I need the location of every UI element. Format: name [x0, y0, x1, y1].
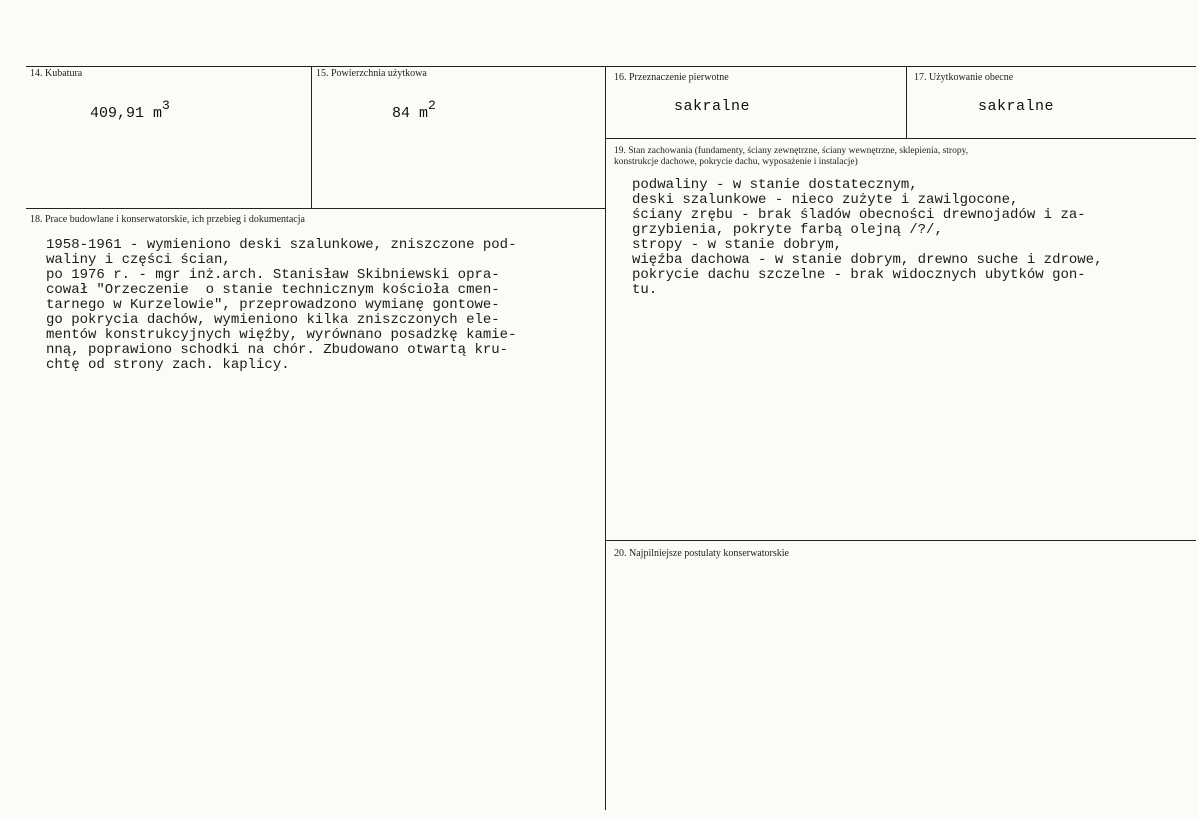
prace-line: nną, poprawiono schodki na chór. Zbudowano otwartą kru- — [46, 342, 509, 358]
divider-center — [605, 66, 606, 810]
row-divider-left — [26, 208, 606, 209]
stan-line: tu. — [632, 282, 658, 298]
powierzchnia-value — [392, 100, 436, 122]
stan-line: ściany zrębu - brak śladów obecności drewnojadów i za- — [632, 207, 1086, 223]
row-divider-right-bottom — [606, 540, 1196, 541]
prace-line: tarnego w Kurzelowie", przeprowadzono wymianę gontowe- — [46, 297, 500, 313]
kubatura-number: 409,91 m — [90, 105, 163, 122]
kubatura-exponent: 3 — [162, 98, 170, 113]
row-divider-right-top — [606, 138, 1196, 139]
prace-text — [46, 238, 516, 373]
kubatura-label: 14. Kubatura — [30, 68, 83, 79]
prace-line: 1958-1961 - wymieniono deski szalunkowe, zniszczone pod- — [46, 237, 517, 253]
powierzchnia-exponent: 2 — [428, 98, 436, 113]
uzytkowanie-value: sakralne — [978, 98, 1055, 115]
stan-line: stropy - w stanie dobrym, — [632, 237, 843, 253]
powierzchnia-label: 15. Powierzchnia użytkowa — [316, 68, 427, 79]
stan-line: deski szalunkowe - nieco zużyte i zawilgocone, — [632, 192, 1019, 208]
prace-line: waliny i części ścian, — [46, 252, 231, 268]
uzytkowanie-label: 17. Użytkowanie obecne — [914, 72, 1014, 83]
przeznaczenie-label: 16. Przeznaczenie pierwotne — [614, 72, 729, 83]
prace-line: po 1976 r. - mgr inż.arch. Stanisław Skibniewski opra- — [46, 267, 500, 283]
przeznaczenie-value: sakralne — [674, 98, 751, 115]
prace-line: go pokrycia dachów, wymieniono kilka zniszczonych ele- — [46, 312, 500, 328]
stan-line: grzybienia, pokryte farbą olejną /?/, — [632, 222, 943, 238]
top-border — [26, 66, 1196, 67]
stan-label-line: 19. Stan zachowania (fundamenty, ściany zewnętrzne, ściany wewnętrzne, sklepienia, stropy, — [614, 146, 969, 156]
stan-line: pokrycie dachu szczelne - brak widocznych ubytków gon- — [632, 267, 1086, 283]
prace-line: chtę od strony zach. kaplicy. — [46, 357, 290, 373]
stan-text — [632, 178, 1102, 298]
prace-line: mentów konstrukcyjnych więźby, wyrównano posadzkę kamie- — [46, 327, 517, 343]
divider-col-3 — [906, 66, 907, 138]
prace-line: cował "Orzeczenie o stanie technicznym kościoła cmen- — [46, 282, 500, 298]
prace-label: 18. Prace budowlane i konserwatorskie, ich przebieg i dokumentacja — [30, 214, 305, 225]
stan-line: więźba dachowa - w stanie dobrym, drewno suche i zdrowe, — [632, 252, 1103, 268]
powierzchnia-number: 84 m — [392, 105, 429, 122]
postulaty-label: 20. Najpilniejsze postulaty konserwatorskie — [614, 548, 789, 559]
stan-line: podwaliny - w stanie dostatecznym, — [632, 177, 918, 193]
divider-col-1 — [311, 66, 312, 208]
stan-label-line: konstrukcje dachowe, pokrycie dachu, wyposażenie i instalacje) — [614, 157, 858, 167]
kubatura-value — [90, 100, 170, 122]
stan-label — [614, 146, 968, 168]
